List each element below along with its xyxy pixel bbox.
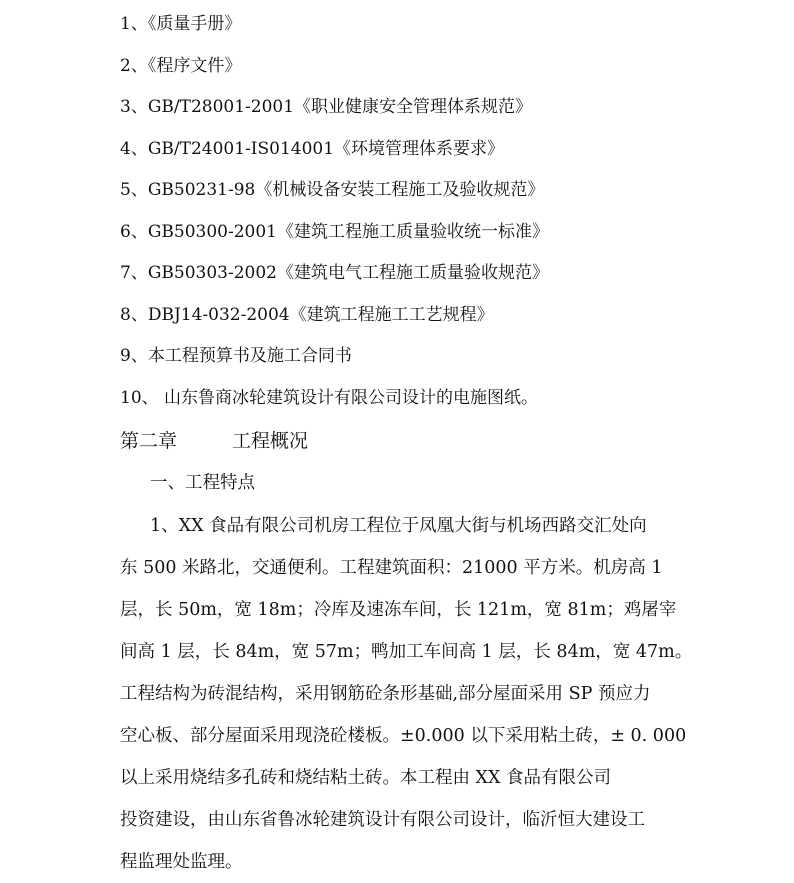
reference-item: 7、GB50303-2002《建筑电气工程施工质量验收规范》 bbox=[120, 263, 549, 283]
section-heading: 一、工程特点 bbox=[150, 473, 255, 493]
chapter-title: 工程概况 bbox=[232, 430, 309, 452]
reference-item: 5、GB50231-98《机械设备安装工程施工及验收规范》 bbox=[120, 180, 545, 200]
paragraph-line: 间高 1 层，长 84m，宽 57m；鸭加工车间高 1 层，长 84m，宽 47m。 bbox=[120, 642, 693, 662]
paragraph-line: 东 500 米路北，交通便利。工程建筑面积：21000 平方米。机房高 1 bbox=[120, 558, 663, 578]
reference-item: 6、GB50300-2001《建筑工程施工质量验收统一标准》 bbox=[120, 221, 549, 242]
reference-item: 10、 山东鲁商冰轮建筑设计有限公司设计的电施图纸。 bbox=[120, 387, 539, 408]
paragraph-line: 程监理处监理。 bbox=[120, 852, 243, 872]
reference-item: 2、《程序文件》 bbox=[120, 55, 242, 76]
paragraph-line: 1、XX 食品有限公司机房工程位于凤凰大街与机场西路交汇处向 bbox=[150, 516, 647, 536]
paragraph-line: 投资建设，由山东省鲁冰轮建筑设计有限公司设计，临沂恒大建设工 bbox=[120, 810, 645, 830]
reference-item: 3、GB/T28001-2001《职业健康安全管理体系规范》 bbox=[120, 97, 533, 117]
paragraph-line: 工程结构为砖混结构，采用钢筋砼条形基础,部分屋面采用 SP 预应力 bbox=[120, 684, 651, 704]
paragraph-line: 空心板、部分屋面采用现浇砼楼板。±0.000 以下采用粘土砖，± 0. 000 bbox=[120, 726, 687, 746]
paragraph-line: 层，长 50m，宽 18m；冷库及速冻车间，长 121m，宽 81m；鸡屠宰 bbox=[120, 600, 677, 620]
body-paragraph bbox=[120, 505, 692, 883]
reference-item: 1、《质量手册》 bbox=[120, 14, 242, 34]
reference-item: 8、DBJ14-032-2004《建筑工程施工工艺规程》 bbox=[120, 304, 494, 325]
chapter-number: 第二章 bbox=[120, 430, 178, 452]
reference-item: 9、本工程预算书及施工合同书 bbox=[120, 346, 352, 366]
reference-item: 4、GB/T24001-IS014001《环境管理体系要求》 bbox=[120, 138, 505, 159]
chapter-heading bbox=[120, 421, 308, 461]
paragraph-line: 以上采用烧结多孔砖和烧结粘土砖。本工程由 XX 食品有限公司 bbox=[120, 768, 612, 788]
reference-list bbox=[120, 4, 549, 419]
